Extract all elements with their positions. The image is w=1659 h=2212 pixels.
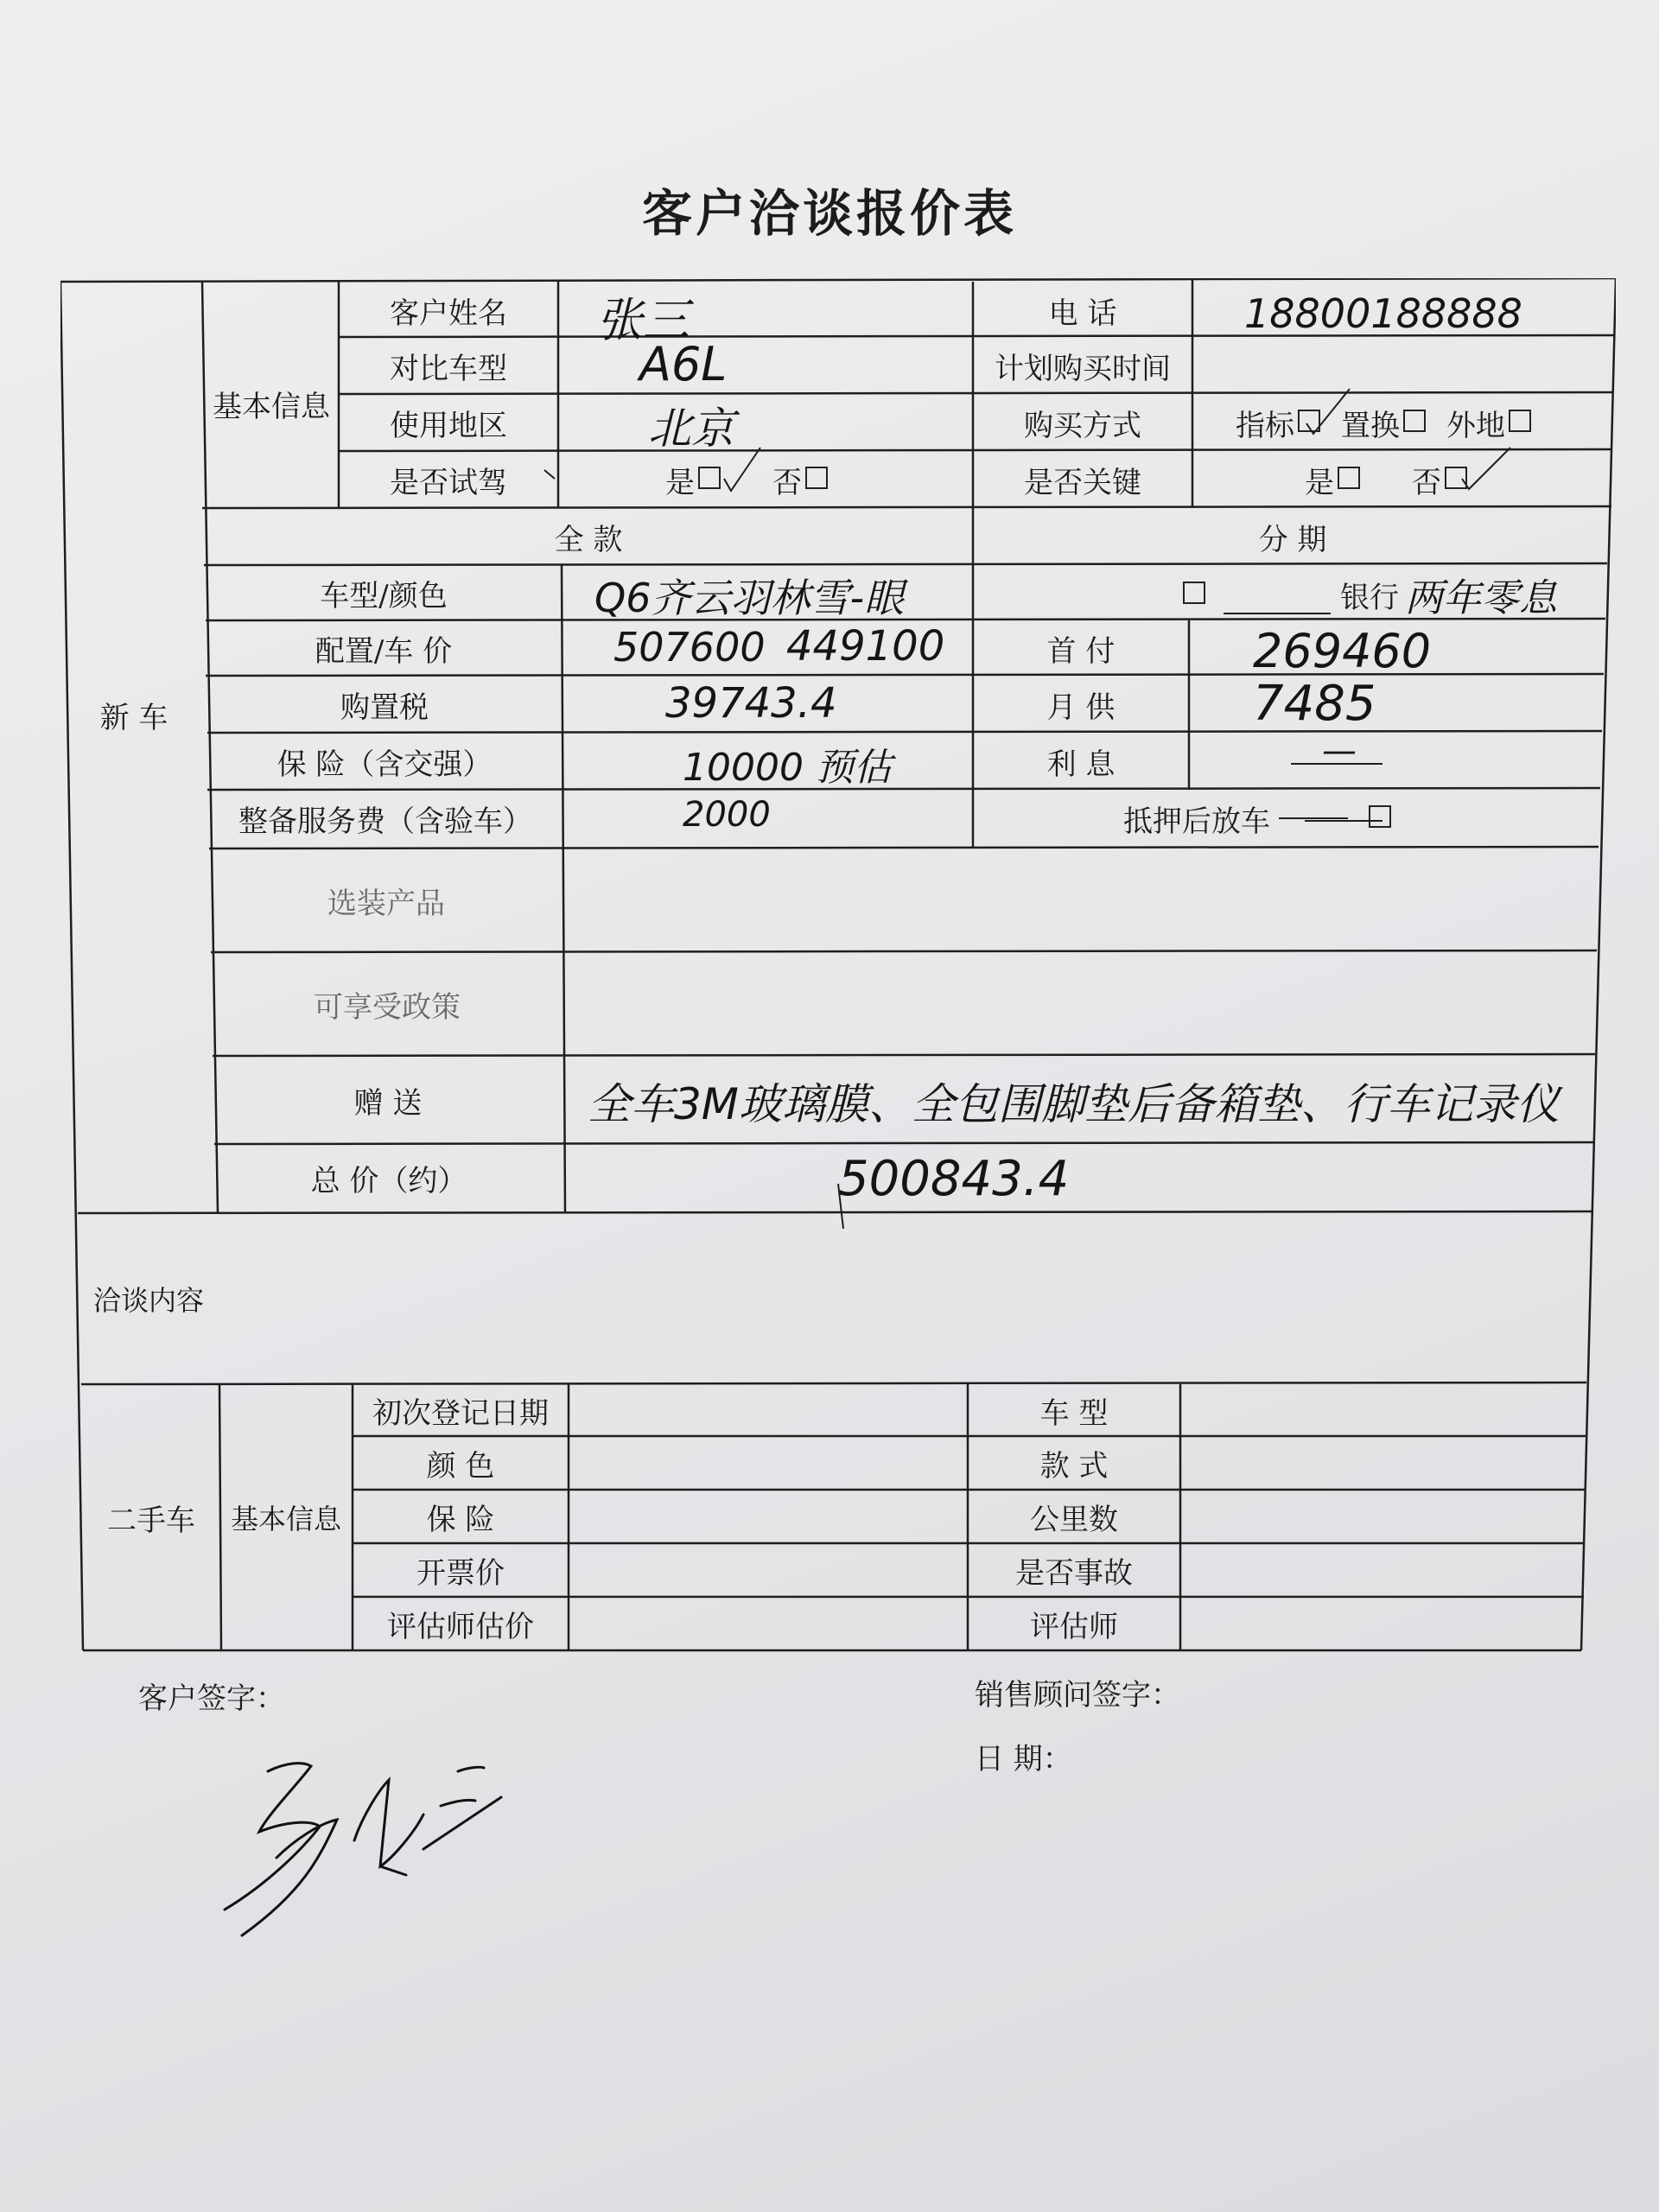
value-car-price: 449100	[786, 622, 945, 671]
checkbox-key-yes[interactable]	[1338, 467, 1360, 489]
value-gift: 全车3M玻璃膜、全包围脚垫后备箱垫、行车记录仪	[588, 1079, 1560, 1129]
label-insurance: 保 险（含交强）	[276, 747, 493, 782]
section-used-basic-info: 基本信息	[230, 1503, 341, 1535]
label-use-area: 使用地区	[390, 408, 507, 443]
label-policy: 可享受政策	[314, 989, 461, 1025]
option-other-label: 外地	[1446, 408, 1505, 443]
label-optional-products: 选装产品	[327, 886, 445, 921]
quote-form-table	[60, 278, 1616, 1652]
option-replace-label: 置换	[1341, 408, 1400, 443]
purchase-method-options	[1236, 394, 1599, 451]
label-key: 是否关键	[1024, 465, 1141, 500]
section-new-car: 新 车	[99, 700, 168, 735]
label-date: 日 期：	[975, 1742, 1072, 1777]
label-used-insurance: 保 险	[426, 1502, 495, 1537]
label-plan-time: 计划购买时间	[995, 351, 1171, 386]
value-use-area: 北京	[648, 404, 734, 454]
label-down-payment: 首 付	[1046, 633, 1116, 669]
label-gift: 赠 送	[353, 1085, 423, 1121]
label-advisor-sign: 销售顾问签字：	[975, 1678, 1180, 1713]
label-accident: 是否事故	[1015, 1555, 1133, 1591]
form-title: 客户洽谈报价表	[641, 184, 1017, 243]
value-insurance: 10000 预估	[683, 746, 892, 790]
checkbox-other-region[interactable]	[1509, 410, 1531, 432]
value-interest: —	[1322, 731, 1357, 771]
label-interest: 利 息	[1046, 747, 1116, 782]
section-basic-info: 基本信息	[213, 389, 330, 424]
value-down-payment: 269460	[1253, 624, 1432, 678]
checkbox-quota[interactable]	[1298, 410, 1320, 432]
dash-line	[1279, 817, 1348, 819]
label-used-color: 颜 色	[426, 1448, 495, 1484]
label-total: 总 价（约）	[310, 1163, 467, 1198]
value-bank-note: 两年零息	[1405, 576, 1557, 620]
label-appraiser: 评估师	[1030, 1609, 1118, 1644]
label-phone: 电 话	[1048, 296, 1117, 331]
value-total: 500843.4	[838, 1151, 1070, 1207]
customer-signature	[207, 1737, 518, 1953]
header-installment: 分 期	[1258, 522, 1327, 557]
label-compare-model: 对比车型	[390, 351, 507, 386]
value-model-color: Q6齐云羽林雪-眼	[594, 575, 905, 621]
option-quota-label: 指标	[1236, 408, 1294, 443]
checkbox-bank-wrap	[1166, 569, 1218, 620]
test-drive-options	[665, 451, 925, 508]
value-phone: 18800188888	[1244, 290, 1522, 337]
mortgage-release-row	[1123, 790, 1555, 847]
checkbox-key-no[interactable]	[1445, 467, 1467, 489]
key-options	[1305, 451, 1564, 508]
label-mortgage-release: 抵押后放车	[1123, 804, 1270, 839]
label-talk-content: 洽谈内容	[92, 1284, 204, 1317]
value-service-fee: 2000	[683, 795, 771, 835]
value-compare-model: A6L	[639, 337, 728, 391]
label-service-fee: 整备服务费（含验车）	[238, 804, 532, 839]
value-purchase-tax: 39743.4	[665, 679, 837, 728]
label-invoice-price: 开票价	[416, 1555, 505, 1591]
header-full-payment: 全 款	[554, 522, 623, 557]
label-estimate-price: 评估师估价	[387, 1609, 534, 1644]
label-purchase-tax: 购置税	[340, 690, 429, 725]
label-monthly: 月 供	[1046, 690, 1116, 725]
checkbox-mortgage-release[interactable]	[1369, 805, 1391, 828]
label-mileage: 公里数	[1030, 1502, 1118, 1537]
label-customer-name: 客户姓名	[390, 296, 507, 331]
checkbox-bank[interactable]	[1183, 582, 1205, 604]
section-used-car: 二手车	[107, 1503, 195, 1538]
checkbox-test-drive-no[interactable]	[805, 467, 828, 489]
checkbox-replace[interactable]	[1403, 410, 1426, 432]
option-key-no-label: 否	[1412, 465, 1441, 500]
label-purchase-method: 购买方式	[1024, 408, 1141, 443]
label-used-model: 车 型	[1039, 1395, 1109, 1431]
label-reg-date: 初次登记日期	[372, 1395, 549, 1431]
value-monthly: 7485	[1253, 676, 1376, 732]
value-customer-name: 张三	[596, 293, 690, 347]
label-customer-sign: 客户签字：	[138, 1681, 285, 1716]
option-key-yes-label: 是	[1305, 465, 1334, 500]
label-used-style: 款 式	[1039, 1448, 1109, 1484]
option-yes-label: 是	[665, 465, 695, 500]
label-bank: 银行	[1340, 580, 1399, 615]
label-model-color: 车型/颜色	[320, 578, 448, 613]
checkbox-test-drive-yes[interactable]	[698, 467, 721, 489]
label-config-price: 配置/车 价	[315, 633, 453, 669]
label-test-drive: 是否试驾	[390, 465, 507, 500]
option-no-label: 否	[772, 465, 802, 500]
value-config: 507600	[613, 624, 766, 671]
